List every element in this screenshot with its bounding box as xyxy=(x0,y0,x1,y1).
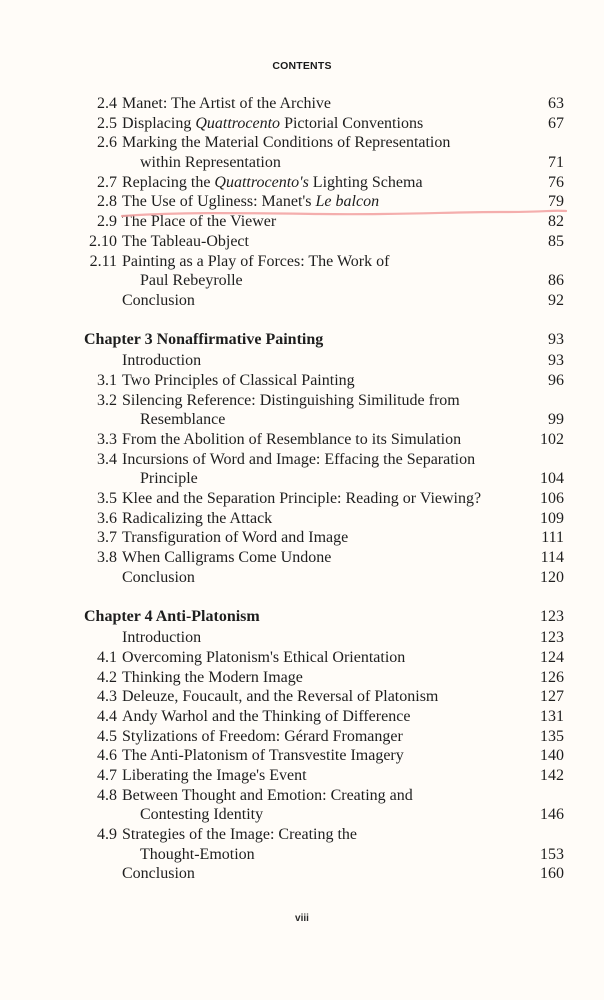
section-title: Conclusion xyxy=(122,865,195,883)
section-number: 3.7 xyxy=(97,529,117,547)
section-title: Conclusion xyxy=(122,291,195,309)
page-number: 104 xyxy=(540,470,564,488)
page-number-folio: viii xyxy=(295,913,309,924)
page-number: 85 xyxy=(548,232,564,250)
page-number: 92 xyxy=(548,291,564,309)
page-number: 102 xyxy=(540,431,564,448)
section-number: 2.7 xyxy=(97,173,117,191)
section-title: Displacing Quattrocento Pictorial Conventions xyxy=(122,114,424,132)
page-number: 93 xyxy=(548,330,564,348)
page-number: 71 xyxy=(548,154,564,172)
toc-entry-3-4[interactable] xyxy=(84,450,564,470)
page-number: 114 xyxy=(540,549,564,567)
section-title: Painting as a Play of Forces: The Work of xyxy=(122,252,390,270)
toc-entry-3-4-cont[interactable] xyxy=(84,469,564,489)
chapter-3-heading[interactable] xyxy=(84,330,564,350)
page-number: 142 xyxy=(540,767,564,784)
toc-entry-4-2[interactable] xyxy=(84,668,564,688)
section-number: 3.5 xyxy=(97,490,117,508)
page-number: 123 xyxy=(540,607,564,625)
toc-entry-ch2-conclusion[interactable] xyxy=(84,291,564,311)
toc-entry-4-6[interactable] xyxy=(84,746,564,766)
page-number: 131 xyxy=(540,707,564,725)
section-number: 2.5 xyxy=(97,114,117,132)
section-title: Marking the Material Conditions of Representation xyxy=(122,134,451,152)
page-number: 76 xyxy=(548,173,564,191)
section-title: Deleuze, Foucault, and the Reversal of Platonism xyxy=(122,688,439,706)
page-number: 127 xyxy=(540,688,564,706)
toc-entry-3-2[interactable] xyxy=(84,391,564,411)
section-number: 2.11 xyxy=(89,252,117,270)
page-number: 82 xyxy=(548,213,564,231)
page-number: 99 xyxy=(548,411,564,429)
section-title: Incursions of Word and Image: Effacing the Separation xyxy=(122,450,476,468)
toc-entry-ch4-conclusion[interactable] xyxy=(84,864,564,884)
page-number: 123 xyxy=(540,629,564,647)
section-number: 3.8 xyxy=(97,549,117,567)
section-number: 2.6 xyxy=(97,134,117,152)
section-title: From the Abolition of Resemblance to its Simulation xyxy=(122,431,462,448)
page-number: 146 xyxy=(540,806,564,824)
toc-entry-ch3-introduction[interactable] xyxy=(84,351,564,371)
section-title: Conclusion xyxy=(122,568,195,586)
toc-entry-2-6[interactable] xyxy=(84,133,564,153)
section-number: 3.1 xyxy=(97,371,117,389)
section-title-continued: within Representation xyxy=(140,154,281,172)
page-number: 96 xyxy=(548,371,564,389)
table-of-contents xyxy=(84,94,564,884)
page-number: 86 xyxy=(548,272,564,290)
page-number: 153 xyxy=(540,845,564,863)
toc-entry-3-2-cont[interactable] xyxy=(84,410,564,430)
toc-entry-ch3-conclusion[interactable] xyxy=(84,568,564,588)
section-number: 4.9 xyxy=(97,826,117,844)
section-title: Stylizations of Freedom: Gérard Fromanger xyxy=(122,727,403,745)
section-title: The Place of the Viewer xyxy=(122,213,277,231)
toc-entry-4-9-cont[interactable] xyxy=(84,845,564,865)
section-number: 2.4 xyxy=(97,95,117,112)
toc-entry-4-9[interactable] xyxy=(84,825,564,845)
toc-entry-2-10[interactable] xyxy=(84,232,564,252)
section-title-continued: Paul Rebeyrolle xyxy=(140,272,243,290)
toc-entry-2-9[interactable] xyxy=(84,212,564,232)
toc-entry-4-4[interactable] xyxy=(84,707,564,727)
section-title-continued: Contesting Identity xyxy=(140,806,264,824)
section-number: 4.5 xyxy=(97,727,117,745)
page-number: 140 xyxy=(540,747,564,765)
section-title-continued: Thought-Emotion xyxy=(140,845,255,863)
toc-entry-4-3[interactable] xyxy=(84,687,564,707)
page-number: 120 xyxy=(540,568,564,586)
section-number: 3.4 xyxy=(97,450,117,468)
page-heading: CONTENTS xyxy=(272,60,332,72)
section-title: Liberating the Image's Event xyxy=(122,767,307,784)
page-number: 126 xyxy=(540,668,564,686)
section-title: Radicalizing the Attack xyxy=(122,509,273,527)
page-number: 124 xyxy=(540,648,564,666)
section-number: 2.9 xyxy=(97,213,117,231)
toc-entry-ch4-introduction[interactable] xyxy=(84,628,564,648)
section-number: 3.6 xyxy=(97,509,117,527)
toc-entry-4-5[interactable] xyxy=(84,727,564,747)
section-title: Overcoming Platonism's Ethical Orientation xyxy=(122,648,406,666)
toc-entry-4-8[interactable] xyxy=(84,786,564,806)
section-title: Two Principles of Classical Painting xyxy=(122,371,355,389)
section-number: 4.3 xyxy=(97,688,117,706)
page-number: 67 xyxy=(548,114,564,132)
toc-entry-2-7[interactable] xyxy=(84,173,564,193)
page-number: 135 xyxy=(540,727,564,745)
section-title: Between Thought and Emotion: Creating and xyxy=(122,786,413,804)
toc-entry-2-11-cont[interactable] xyxy=(84,271,564,291)
section-number: 3.2 xyxy=(97,391,117,409)
page-number: 109 xyxy=(540,509,564,527)
section-number: 4.7 xyxy=(97,767,117,784)
toc-entry-4-1[interactable] xyxy=(84,648,564,668)
toc-entry-4-7[interactable] xyxy=(84,766,564,786)
section-title: Replacing the Quattrocento's Lighting Schema xyxy=(122,173,423,191)
section-title-continued: Principle xyxy=(140,470,198,488)
section-number: 2.10 xyxy=(89,232,117,250)
chapter-title: Chapter 4 Anti-Platonism xyxy=(84,607,260,625)
section-title: Strategies of the Image: Creating the xyxy=(122,826,358,844)
section-title: The Use of Ugliness: Manet's Le balcon xyxy=(122,193,380,211)
toc-entry-2-4[interactable] xyxy=(84,94,564,114)
toc-entry-3-3[interactable] xyxy=(84,430,564,450)
section-number: 4.4 xyxy=(97,707,117,725)
section-title: Transfiguration of Word and Image xyxy=(122,529,349,547)
chapter-title: Chapter 3 Nonaffirmative Painting xyxy=(84,330,324,348)
page-number: 79 xyxy=(548,193,564,211)
section-number: 4.1 xyxy=(97,648,117,666)
section-number: 2.8 xyxy=(97,193,117,211)
section-number: 3.3 xyxy=(97,431,117,448)
section-number: 4.8 xyxy=(97,786,117,804)
section-title: The Tableau-Object xyxy=(122,232,249,250)
section-title-continued: Resemblance xyxy=(140,411,226,429)
page-number: 106 xyxy=(540,490,564,508)
toc-entry-2-5[interactable] xyxy=(84,114,564,134)
section-title: Klee and the Separation Principle: Reading or Viewing? xyxy=(122,490,482,508)
toc-entry-3-8[interactable] xyxy=(84,548,564,568)
toc-entry-2-11[interactable] xyxy=(84,252,564,272)
toc-entry-2-6-cont[interactable] xyxy=(84,153,564,173)
toc-entry-4-8-cont[interactable] xyxy=(84,805,564,825)
toc-entry-3-5[interactable] xyxy=(84,489,564,509)
section-title: Andy Warhol and the Thinking of Difference xyxy=(122,707,411,725)
section-title: When Calligrams Come Undone xyxy=(122,549,332,567)
section-number: 4.6 xyxy=(97,747,117,765)
chapter-4-heading[interactable] xyxy=(84,607,564,627)
toc-entry-3-7[interactable] xyxy=(84,528,564,548)
section-title: Thinking the Modern Image xyxy=(122,668,303,686)
toc-entry-3-1[interactable] xyxy=(84,371,564,391)
page-number: 160 xyxy=(540,865,564,883)
page-number: 93 xyxy=(548,352,564,370)
section-number: 4.2 xyxy=(97,668,117,686)
toc-entry-3-6[interactable] xyxy=(84,509,564,529)
section-title: Introduction xyxy=(122,352,202,370)
section-title: Silencing Reference: Distinguishing Similitude from xyxy=(122,391,460,409)
page-number: 63 xyxy=(548,95,564,112)
section-title: Introduction xyxy=(122,629,202,647)
toc-entry-2-8[interactable] xyxy=(84,192,564,212)
section-title: Manet: The Artist of the Archive xyxy=(122,95,331,112)
section-title: The Anti-Platonism of Transvestite Imagery xyxy=(122,747,404,765)
page-number: 111 xyxy=(541,529,564,547)
